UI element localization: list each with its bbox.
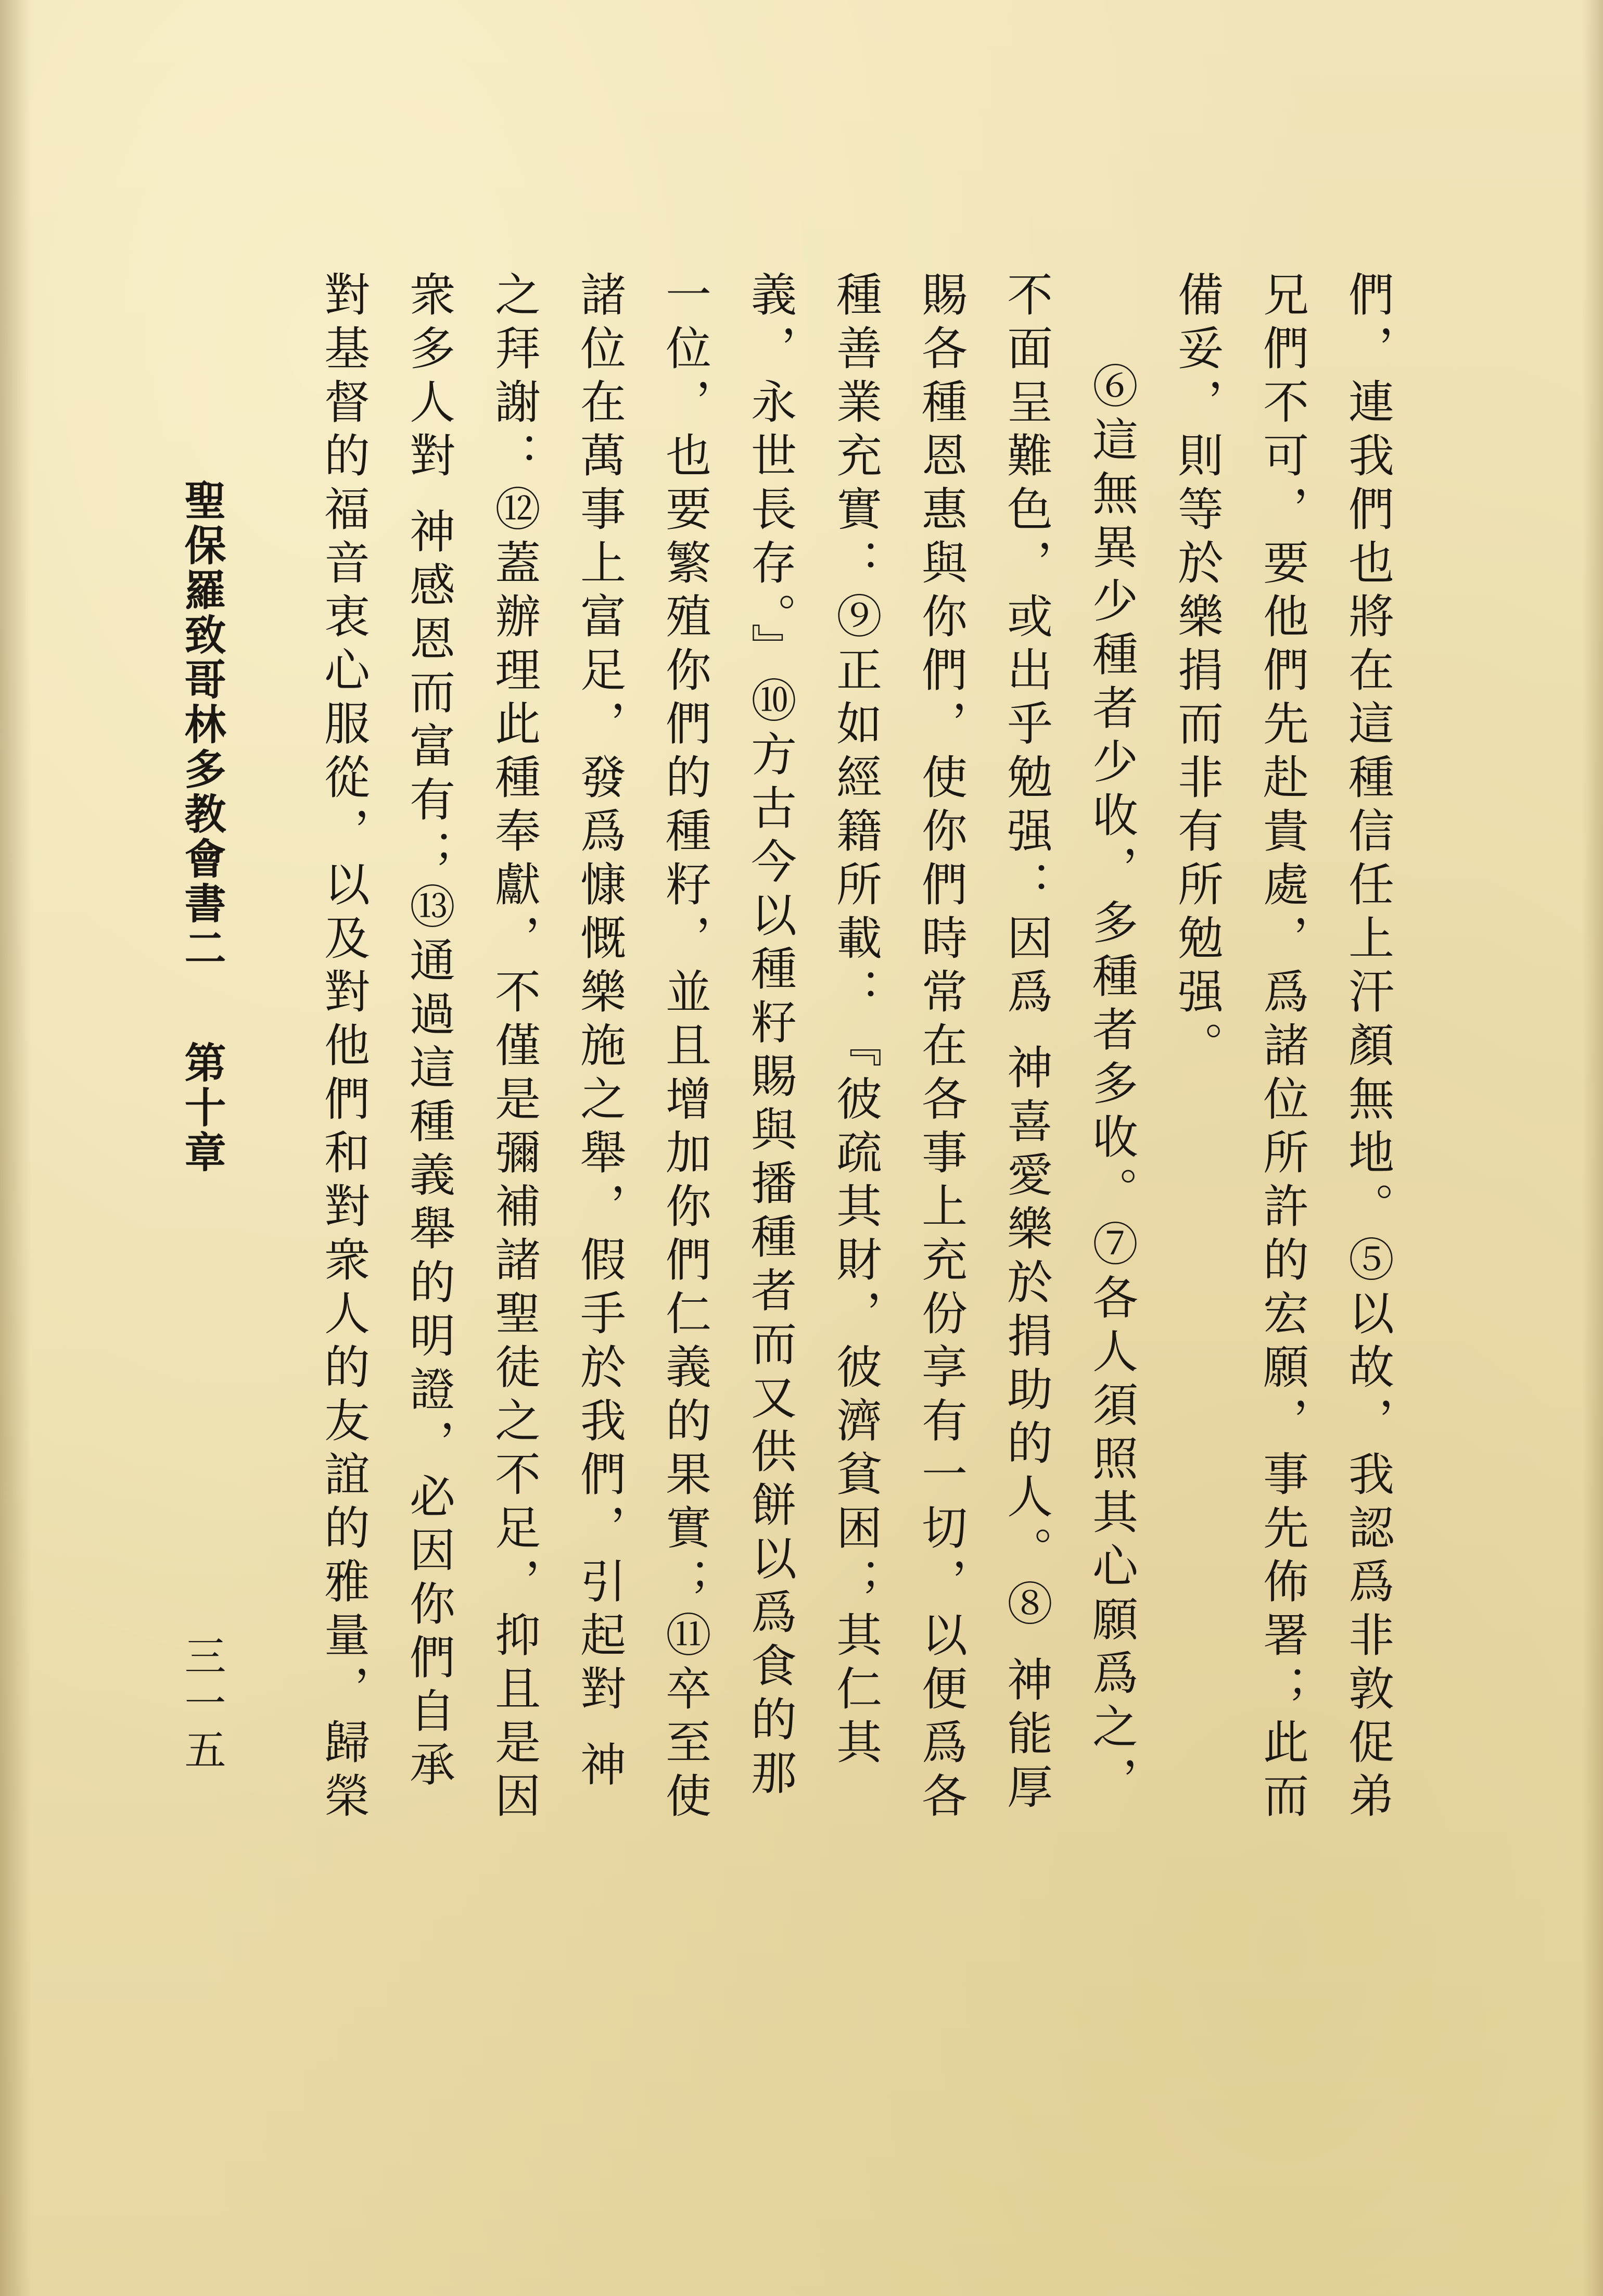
paragraph-verses-6-15 [291, 271, 1154, 1832]
running-head-chapter: 第十章 [177, 1041, 226, 1175]
running-head-book-title: 聖保羅致哥林多教會書二 [177, 479, 226, 971]
body-text [291, 271, 1410, 1832]
paragraph-continuation: 們，連我們也將在這種信任上汗顏無地。⑤以故，我認爲非敦促弟兄們不可，要他們先赴貴處，爲諸位所許的宏願，事先佈署；此而備妥，則等於樂捐而非有所勉强。 [1171, 271, 1395, 1825]
page-number: 三一五 [177, 1634, 226, 1775]
paragraph-verses-6-15-text: ⑥這無異少種者少收，多種者多收。⑦各人須照其心願爲之，不面呈難色，或出乎勉强：因爲 神喜愛樂於捐助的人。⑧ 神能厚賜各種恩惠與你們，使你們時常在各事上充份享有一切，以便爲各種善業充實：⑨正如經籍所載：『彼疏其財，彼濟貧困；其仁其義，永世長存。』⑩方古今以種籽賜與播種者而又供餅以爲食的那一位，也要繁殖你們的種籽，並且增加你們仁義的果實；⑪卒至使諸位在萬事上富足，發爲慷慨樂施之舉，假手於我們，引起對 神之拜謝：⑫蓋辦理此種奉獻，不僅是彌補諸聖徒之不足，抑且是因衆多人對 神感恩而富有；⑬通過這種義舉的明證，必因你們自承對基督的福音衷心服從，以及對他們和對衆人的友誼的雅量，歸榮 [317, 271, 1139, 1825]
